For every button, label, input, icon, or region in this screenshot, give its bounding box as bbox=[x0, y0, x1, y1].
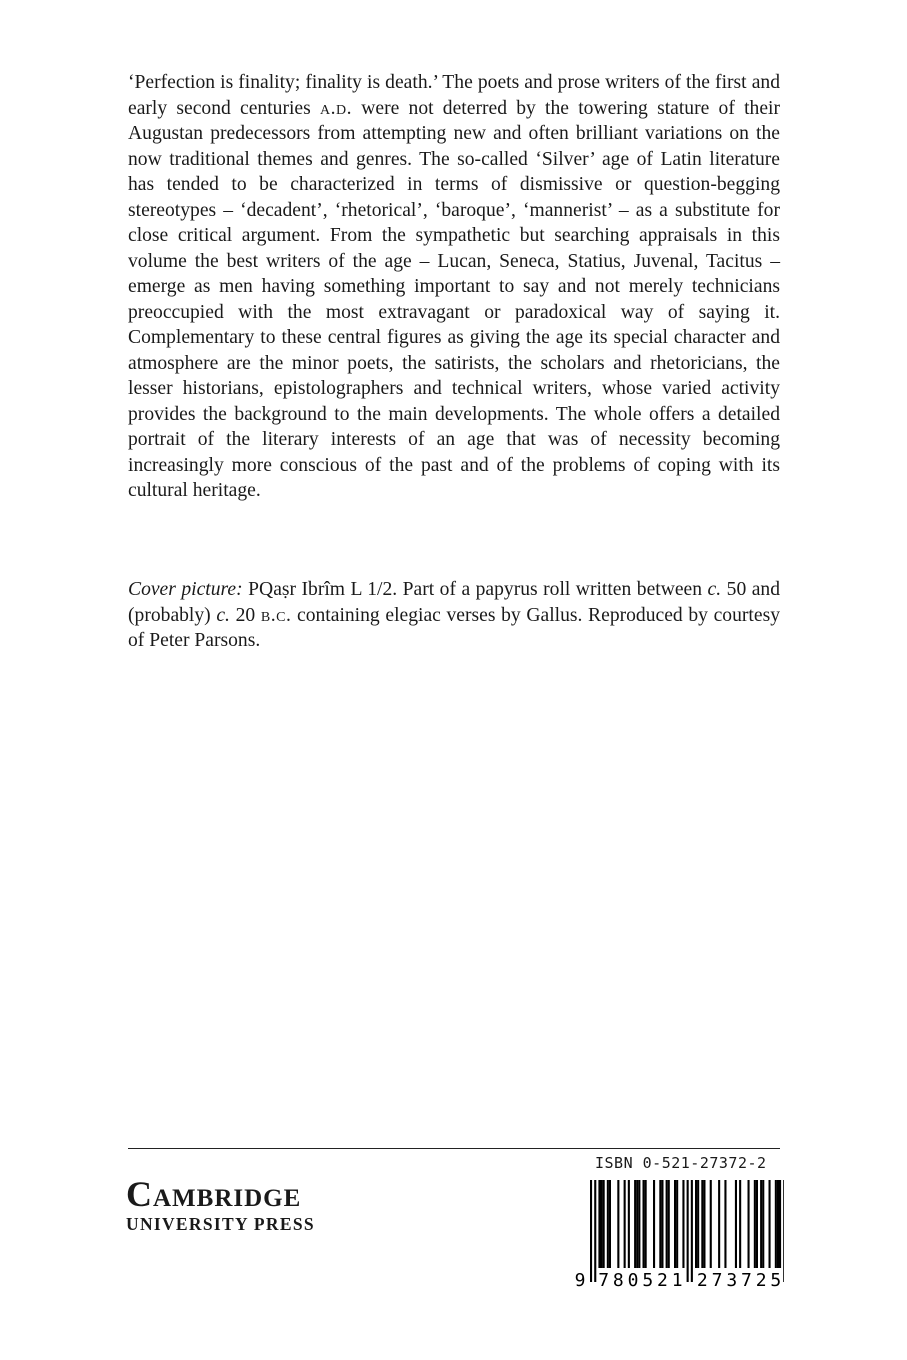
barcode-bar bbox=[748, 1180, 750, 1268]
barcode-bar bbox=[739, 1180, 741, 1268]
publisher-logo bbox=[126, 1175, 315, 1234]
blurb-paragraph bbox=[128, 70, 780, 504]
barcode-digit: 7 bbox=[598, 1270, 610, 1290]
barcode-bar bbox=[718, 1180, 720, 1268]
barcode-bar bbox=[703, 1180, 705, 1268]
barcode-bar bbox=[754, 1180, 756, 1268]
barcode-bar bbox=[666, 1180, 668, 1268]
barcode-bar bbox=[695, 1180, 697, 1268]
barcode-digit: 2 bbox=[657, 1270, 668, 1290]
barcode-bar bbox=[697, 1180, 699, 1268]
barcode-bar bbox=[682, 1180, 684, 1268]
barcode-digit: 3 bbox=[726, 1270, 738, 1290]
barcode-bar bbox=[659, 1180, 661, 1268]
barcode-bar bbox=[762, 1180, 764, 1268]
barcode-digit: 5 bbox=[642, 1270, 654, 1290]
barcode-bar bbox=[636, 1180, 638, 1268]
cover-note bbox=[128, 577, 780, 654]
era-ad: a.d. bbox=[319, 97, 353, 119]
barcode-bar bbox=[676, 1180, 678, 1268]
barcode-bar bbox=[638, 1180, 640, 1268]
cover-note-text-2: 50 and (probably) bbox=[128, 579, 780, 626]
barcode-bar bbox=[609, 1180, 611, 1268]
barcode-bar bbox=[674, 1180, 676, 1268]
cover-note-text-3: 20 bbox=[235, 604, 256, 626]
era-bc: b.c. bbox=[260, 604, 292, 626]
barcode-bar bbox=[661, 1180, 663, 1268]
barcode-digit: 7 bbox=[741, 1270, 752, 1290]
barcode-bar bbox=[603, 1180, 605, 1268]
barcode-bar bbox=[668, 1180, 670, 1268]
barcode-digit: 0 bbox=[627, 1270, 639, 1290]
barcode-bar bbox=[624, 1180, 626, 1268]
barcode-bar bbox=[775, 1180, 777, 1268]
barcode-bar bbox=[777, 1180, 779, 1268]
divider-rule bbox=[128, 1148, 780, 1149]
barcode-bar bbox=[607, 1180, 609, 1268]
isbn-label: ISBN 0-521-27372-2 bbox=[595, 1154, 767, 1172]
barcode-bar bbox=[687, 1180, 689, 1282]
barcode-digit: 5 bbox=[770, 1270, 782, 1290]
barcode-bar bbox=[779, 1180, 781, 1268]
publisher-subtitle: UNIVERSITY PRESS bbox=[126, 1214, 315, 1234]
circa-1: c. bbox=[707, 579, 722, 600]
barcode-bar bbox=[783, 1180, 784, 1282]
blurb-part-1: ‘Perfection is finality; finality is death.’ The poets and prose writers of the first and early second centuries bbox=[128, 72, 780, 119]
cover-note-paragraph bbox=[128, 577, 780, 654]
barcode-digit: 8 bbox=[612, 1270, 624, 1290]
barcode-bar bbox=[594, 1180, 596, 1282]
circa-2: c. bbox=[216, 604, 230, 626]
barcode-digit: 2 bbox=[696, 1270, 708, 1290]
barcode-bar bbox=[691, 1180, 693, 1282]
barcode-bar bbox=[645, 1180, 647, 1268]
barcode-digit: 1 bbox=[671, 1270, 683, 1290]
barcode-digit: 7 bbox=[711, 1270, 723, 1290]
barcode-digit: 9 bbox=[574, 1270, 586, 1290]
barcode-bar bbox=[617, 1180, 619, 1268]
blurb-text bbox=[128, 70, 780, 504]
barcode-bar bbox=[710, 1180, 712, 1268]
cover-note-text-1: PQaṣr Ibrîm L 1/2. Part of a papyrus roll written between bbox=[248, 579, 703, 600]
barcode-bar bbox=[643, 1180, 645, 1268]
cover-note-text-4: containing elegiac verses by Gallus. Reproduced by courtesy of Peter Parsons. bbox=[128, 604, 780, 651]
blurb-part-2: were not deterred by the towering stature of their Augustan predecessors from attempting new and often brilliant variations on the now traditional themes and genres. The so-called ‘Silver’ age of Latin literature has tended to be characterized in terms of dismissive or question-begging stereotypes – ‘decadent’, ‘rhetorical’, ‘baroque’, ‘mannerist’ – as a substitute for close critical argument. From the sympathetic but searching appraisals in this volume the best writers of the age – Lucan, Seneca, Statius, Juvenal, Tacitus – emerge as men having something important to say and not merely technicians preoccupied with the most extravagant or paradoxical way of saying it. Complementary to these central figures as giving the age its special character and atmosphere are the minor poets, the satirists, the scholars and rhetoricians, the lesser historians, epistolographers and technical writers, whose varied activity provides the background to the main developments. The whole offers a detailed portrait of the literary interests of an age that was of necessity becoming increasingly more conscious of the past and of the problems of coping with its cultural heritage. bbox=[128, 97, 780, 501]
publisher-name: Cambridge bbox=[126, 1174, 302, 1214]
barcode-bar bbox=[590, 1180, 592, 1282]
barcode-bar bbox=[769, 1180, 771, 1268]
barcode bbox=[572, 1178, 784, 1290]
cover-note-label: Cover picture: bbox=[128, 579, 243, 600]
barcode-bar bbox=[601, 1180, 603, 1268]
barcode-bar bbox=[756, 1180, 758, 1268]
barcode-bar bbox=[653, 1180, 655, 1268]
barcode-bar bbox=[760, 1180, 762, 1268]
barcode-bar bbox=[735, 1180, 737, 1268]
barcode-bar bbox=[634, 1180, 636, 1268]
barcode-bar bbox=[598, 1180, 600, 1268]
barcode-bar bbox=[701, 1180, 703, 1268]
barcode-bar bbox=[628, 1180, 630, 1268]
barcode-bar bbox=[724, 1180, 726, 1268]
barcode-digit: 2 bbox=[755, 1270, 767, 1290]
